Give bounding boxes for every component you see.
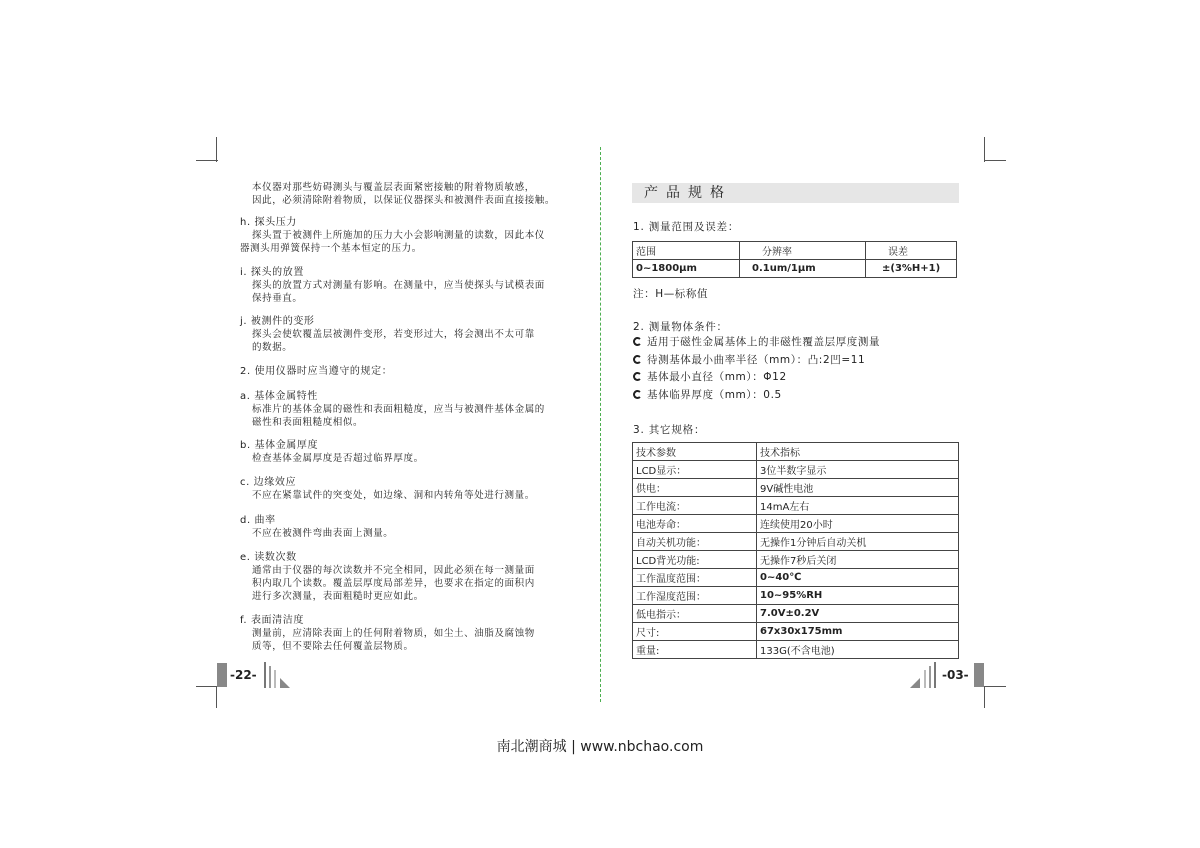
note: 注：H—标称值 bbox=[633, 288, 709, 300]
section-line: 不应在紧靠试件的突变处，如边缘、洞和内转角等处进行测量。 bbox=[252, 490, 535, 501]
spec-section-2-title: 2. 测量物体条件： bbox=[633, 321, 728, 333]
table-cell: 9V碱性电池 bbox=[757, 479, 959, 497]
table-cell: 供电： bbox=[633, 479, 757, 497]
crop-mark bbox=[196, 686, 218, 687]
section-title: e. 读数次数 bbox=[240, 552, 297, 563]
section-title: c. 边缘效应 bbox=[240, 477, 297, 488]
section-line: 的数据。 bbox=[252, 342, 293, 353]
table-cell: 67x30x175mm bbox=[757, 623, 959, 641]
table-cell: 电池寿命： bbox=[633, 515, 757, 533]
section-title: 2. 使用仪器时应当遵守的规定： bbox=[240, 366, 393, 377]
range-table bbox=[632, 241, 957, 278]
section-line: 测量前，应清除表面上的任何附着物质，如尘土、油脂及腐蚀物 bbox=[252, 628, 535, 639]
section-line: 器测头用弹簧保持一个基本恒定的压力。 bbox=[240, 243, 422, 254]
table-cell: 无操作7秒后关闭 bbox=[757, 551, 959, 569]
section-line: 磁性和表面粗糙度相似。 bbox=[252, 417, 364, 428]
table-cell: LCD背光功能: bbox=[633, 551, 757, 569]
table-cell: ±(3%H+1) bbox=[866, 260, 957, 278]
page-tab-decoration bbox=[908, 662, 938, 688]
table-cell: 0~1800μm bbox=[633, 260, 740, 278]
table-cell: 133G(不含电池) bbox=[757, 641, 959, 659]
intro-line: 因此，必须清除附着物质，以保证仪器探头和被测件表面直接接触。 bbox=[252, 195, 556, 206]
table-header: 误差 bbox=[866, 242, 957, 260]
table-cell: 0.1um/1μm bbox=[740, 260, 866, 278]
section-title: j. 被测件的变形 bbox=[240, 316, 315, 327]
page-tab-left bbox=[217, 663, 227, 687]
table-cell: 3位半数字显示 bbox=[757, 461, 959, 479]
section-title: d. 曲率 bbox=[240, 515, 276, 526]
page-number-left: -22- bbox=[230, 668, 257, 682]
page-tab-right bbox=[974, 663, 984, 687]
section-title: i. 探头的放置 bbox=[240, 267, 304, 278]
crop-mark bbox=[984, 137, 985, 162]
table-cell: 低电指示： bbox=[633, 605, 757, 623]
page-tab-decoration bbox=[262, 662, 292, 688]
circle-bullet-icon bbox=[633, 390, 642, 399]
table-cell: 14mA左右 bbox=[757, 497, 959, 515]
section-line: 进行多次测量，表面粗糙时更应如此。 bbox=[252, 591, 424, 602]
table-cell: 7.0V±0.2V bbox=[757, 605, 959, 623]
spec-section-3-title: 3. 其它规格： bbox=[633, 424, 706, 436]
section-title: h. 探头压力 bbox=[240, 217, 297, 228]
condition-list bbox=[633, 334, 880, 404]
section-title: f. 表面清洁度 bbox=[240, 615, 304, 626]
section-line: 标准片的基体金属的磁性和表面粗糙度，应当与被测件基体金属的 bbox=[252, 404, 545, 415]
page-title: 产品规格 bbox=[632, 183, 959, 203]
table-header: 分辨率 bbox=[740, 242, 866, 260]
circle-bullet-icon bbox=[633, 355, 642, 364]
circle-bullet-icon bbox=[633, 337, 642, 346]
section-title: b. 基体金属厚度 bbox=[240, 440, 319, 451]
list-item: 基体最小直径（mm）：Φ12 bbox=[633, 369, 880, 387]
crop-mark bbox=[216, 137, 217, 162]
intro-line: 本仪器对那些妨碍测头与覆盖层表面紧密接触的附着物质敏感， bbox=[252, 182, 535, 193]
circle-bullet-icon bbox=[633, 372, 642, 381]
list-item: 基体临界厚度（mm）：0.5 bbox=[633, 387, 880, 405]
page-number-right: -03- bbox=[942, 668, 969, 682]
spec-table bbox=[632, 442, 959, 659]
table-cell: 无操作1分钟后自动关机 bbox=[757, 533, 959, 551]
section-line: 检查基体金属厚度是否超过临界厚度。 bbox=[252, 453, 424, 464]
table-cell: 工作电流： bbox=[633, 497, 757, 515]
table-header: 技术指标 bbox=[757, 443, 959, 461]
table-cell: 尺寸: bbox=[633, 623, 757, 641]
section-line: 探头的放置方式对测量有影响。在测量中，应当使探头与试模表面 bbox=[252, 280, 545, 291]
footer-watermark[interactable]: 南北潮商城 | www.nbchao.com bbox=[496, 739, 704, 755]
table-cell: LCD显示： bbox=[633, 461, 757, 479]
fold-line bbox=[600, 147, 601, 702]
section-line: 探头置于被测件上所施加的压力大小会影响测量的读数，因此本仪 bbox=[252, 230, 545, 241]
table-header: 范围 bbox=[633, 242, 740, 260]
section-line: 不应在被测件弯曲表面上测量。 bbox=[252, 528, 394, 539]
table-cell: 0~40℃ bbox=[757, 569, 959, 587]
table-header: 技术参数 bbox=[633, 443, 757, 461]
crop-mark bbox=[984, 686, 1006, 687]
crop-mark bbox=[216, 686, 217, 708]
table-cell: 重量: bbox=[633, 641, 757, 659]
table-cell: 连续使用20小时 bbox=[757, 515, 959, 533]
list-item: 适用于磁性金属基体上的非磁性覆盖层厚度测量 bbox=[633, 334, 880, 352]
section-line: 探头会使软覆盖层被测件变形，若变形过大，将会测出不太可靠 bbox=[252, 329, 535, 340]
spec-section-1-title: 1. 测量范围及误差： bbox=[633, 221, 740, 233]
table-cell: 工作湿度范围： bbox=[633, 587, 757, 605]
crop-mark bbox=[196, 160, 218, 161]
section-line: 通常由于仪器的每次读数并不完全相同，因此必须在每一测量面 bbox=[252, 565, 535, 576]
table-cell: 10~95%RH bbox=[757, 587, 959, 605]
crop-mark bbox=[984, 686, 985, 708]
list-item: 待测基体最小曲率半径（mm）：凸:2凹=11 bbox=[633, 352, 880, 370]
crop-mark bbox=[984, 160, 1006, 161]
section-title: a. 基体金属特性 bbox=[240, 391, 318, 402]
section-line: 质等，但不要除去任何覆盖层物质。 bbox=[252, 641, 414, 652]
section-line: 积内取几个读数。覆盖层厚度局部差异，也要求在指定的面积内 bbox=[252, 578, 535, 589]
table-cell: 工作温度范围： bbox=[633, 569, 757, 587]
section-line: 保持垂直。 bbox=[252, 293, 303, 304]
table-cell: 自动关机功能： bbox=[633, 533, 757, 551]
